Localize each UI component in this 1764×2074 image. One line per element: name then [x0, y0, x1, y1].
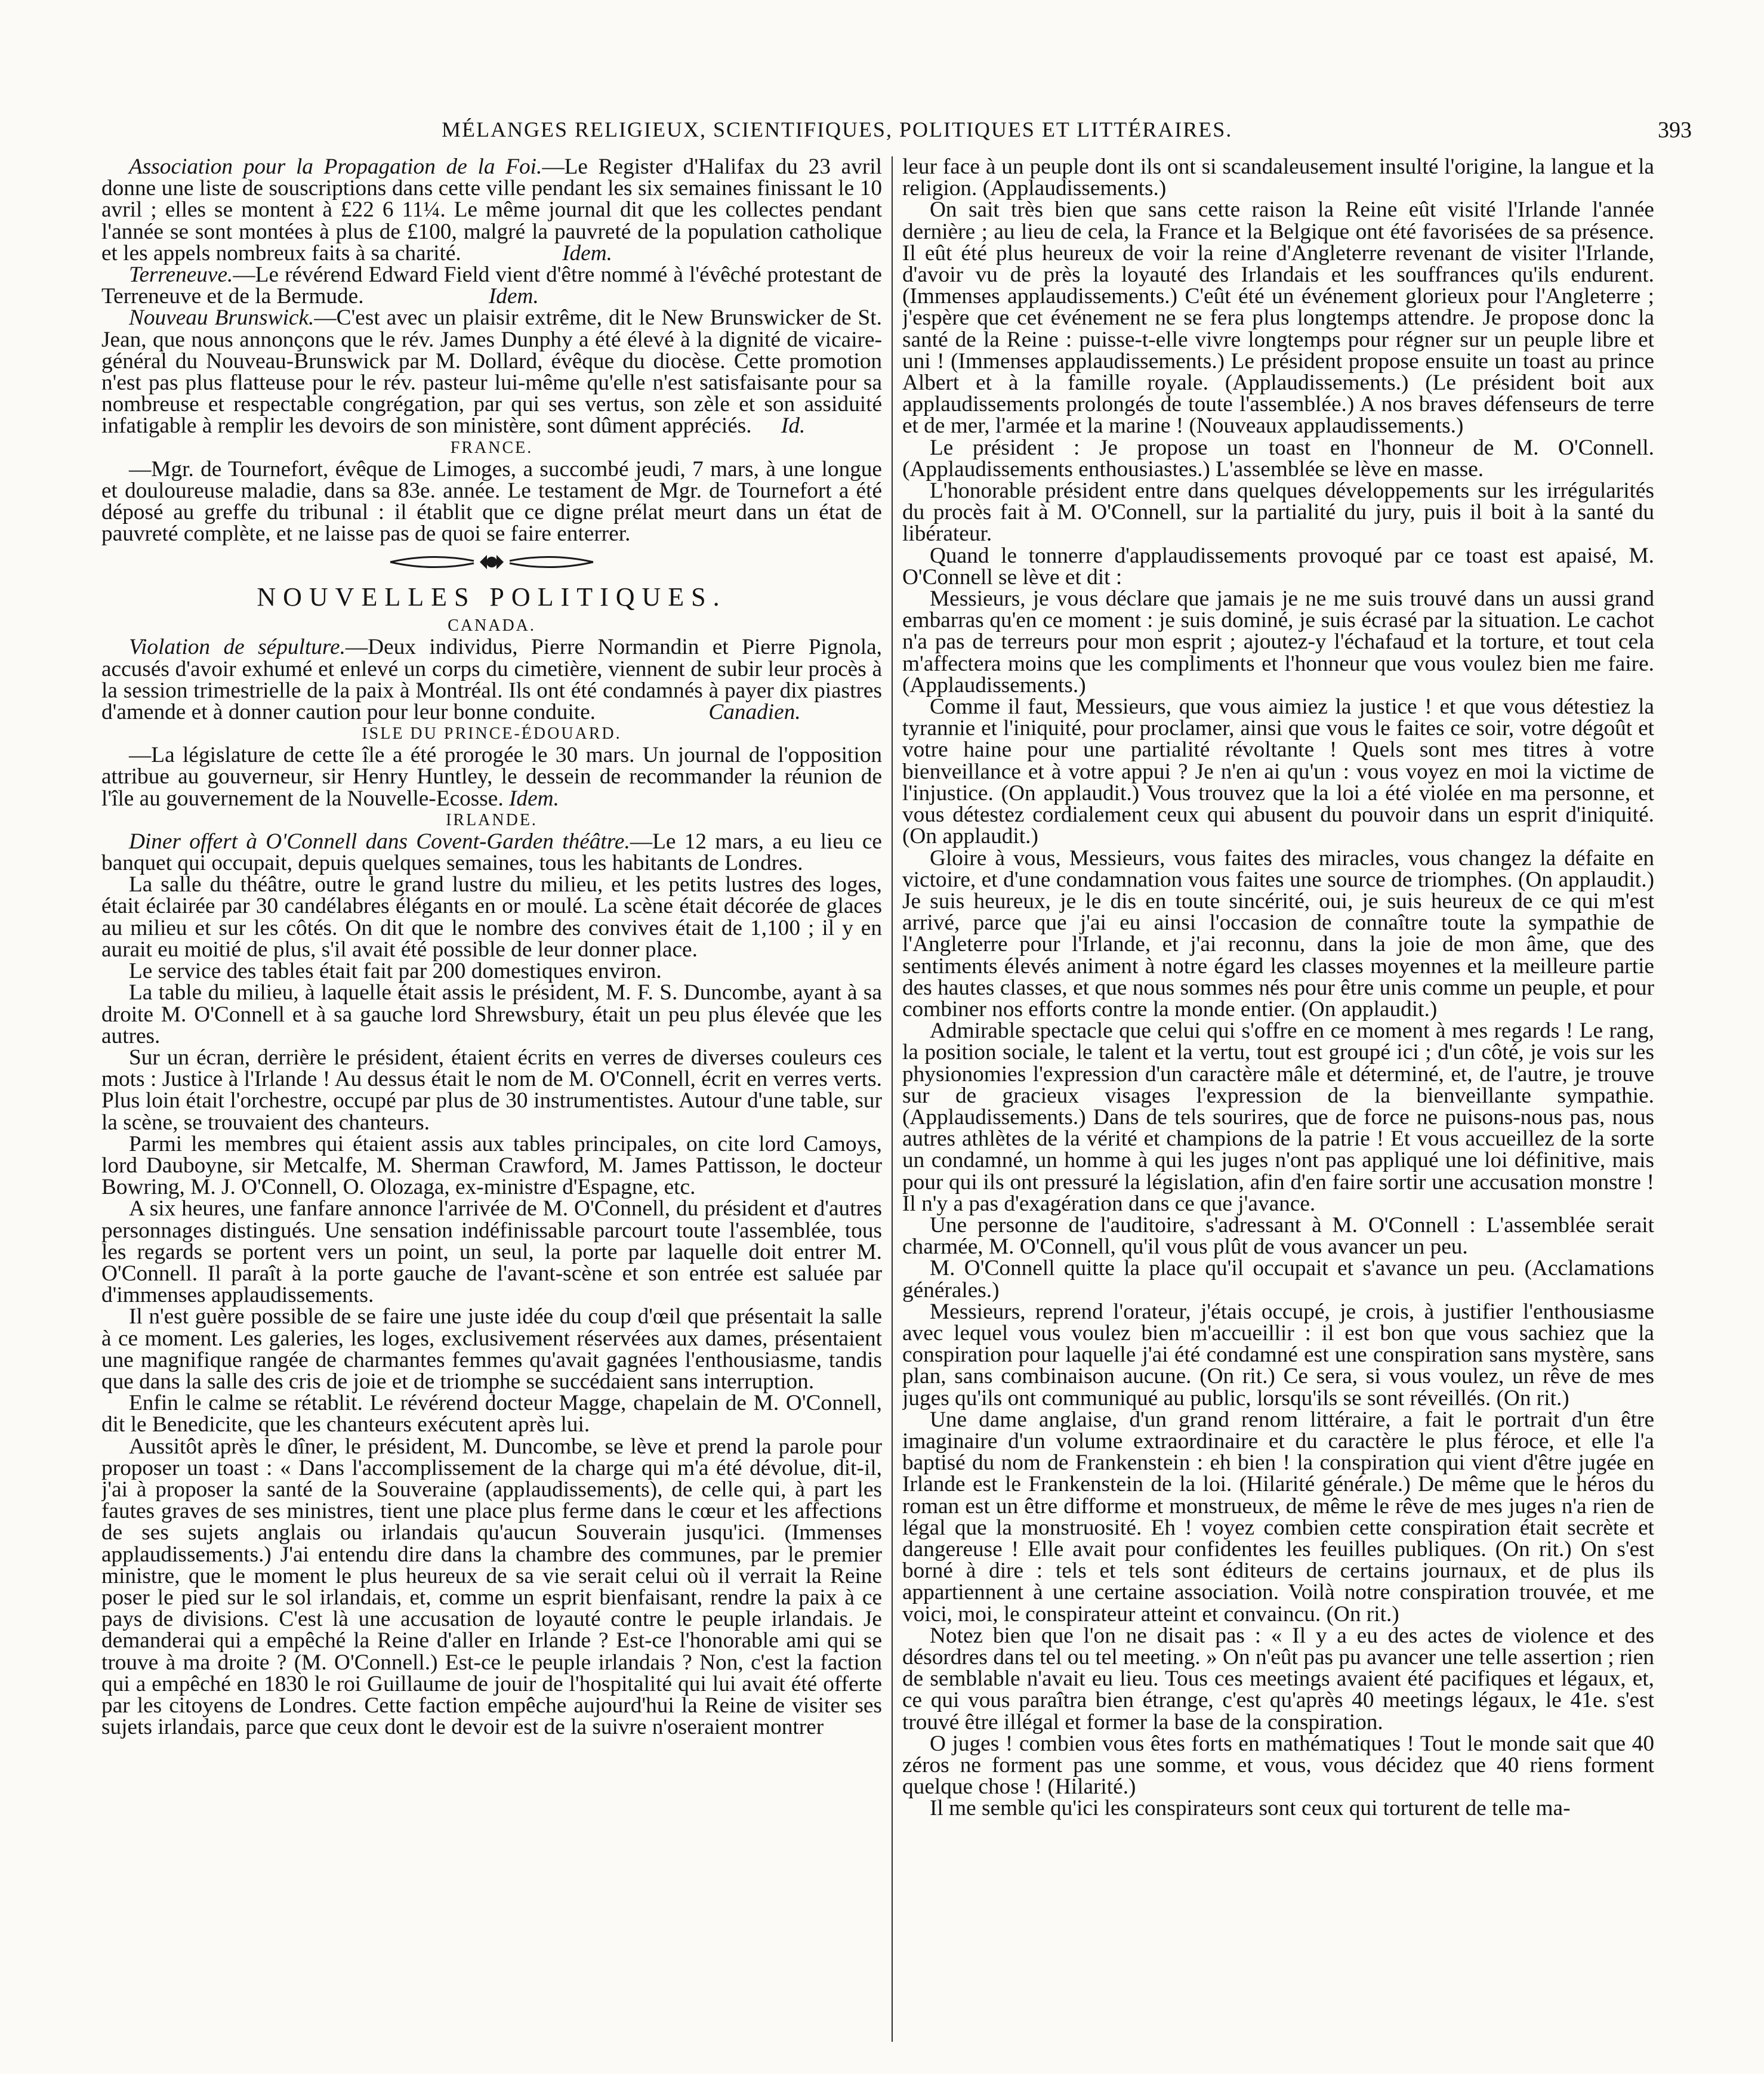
- paragraph: Messieurs, je vous déclare que jamais je ne me suis trouvé dans un aussi grand embarras qu'en ce moment : je suis dominé, je suis écrasé par la situation. Le cachot n'a pas de terreurs pour mon esprit ; ajoutez-y l'échafaud et la torture, et tout cela m'affectera moins que les compliments et l'honneur que vous voulez bien me faire. (Applaudissements.): [902, 587, 1654, 697]
- item-source: Id.: [781, 413, 806, 439]
- section-heading-france: FRANCE.: [450, 438, 533, 457]
- news-item-ipe: [101, 745, 882, 810]
- paragraph: Le président : Je propose un toast en l'honneur de M. O'Connell. (Applaudissements enthousiastes.) L'assemblée se lève en masse.: [902, 435, 1654, 482]
- section-heading-canada: CANADA.: [448, 616, 536, 635]
- item-title: Violation de sépulture.: [129, 635, 346, 660]
- page-number: 393: [1658, 118, 1692, 143]
- news-item-france: —Mgr. de Tournefort, évêque de Limoges, a succombé jeudi, 7 mars, à une longue et douloureuse maladie, dans sa 83e. année. Le testament de Mgr. de Tournefort a été déposé au greffe du tribunal : il établit que ce digne prélat meurt dans un état de pauvreté complète, et ne laisse pas de quoi se faire enterrer.: [101, 456, 882, 547]
- paragraph: Il n'est guère possible de se faire une juste idée du coup d'œil que présentait la salle à ce moment. Les galeries, les loges, exclusivement réservées aux dames, présentaient une magnifique rangée de charmantes femmes qu'avait gagnées l'enthousiasme, tandis que dans la salle des cris de joie et de triomphe se succédaient sans interruption.: [101, 1304, 882, 1394]
- news-item-violation: [101, 637, 882, 723]
- paragraph: La salle du théâtre, outre le grand lustre du milieu, et les petits lustres des loges, était éclairée par 30 candélabres élégants en or moulé. La scène était décorée de glaces au milieu et sur les côtés. On dit que le nombre des convives était de 1,100 ; il y en aurait eu moitié de plus, s'il avait été possible de leur donner place.: [101, 872, 882, 962]
- paragraph: M. O'Connell quitte la place qu'il occupait et s'avance un peu. (Acclamations générales.): [902, 1256, 1654, 1303]
- item-source: Idem.: [562, 240, 612, 266]
- section-heading-irlande: IRLANDE.: [446, 810, 538, 829]
- paragraph: Une personne de l'auditoire, s'adressant à M. O'Connell : L'assemblée serait charmée, M. O'Connell, qu'il vous plût de vous avancer un peu.: [902, 1212, 1654, 1260]
- item-text: —Le révérend Edward Field vient d'être nommé à l'évêché protestant de Terreneuve et de la Bermude.: [101, 263, 882, 309]
- item-title: Nouveau Brunswick.: [129, 305, 314, 331]
- item-text: —Le Register d'Halifax du 23 avril donne une liste de souscriptions dans cette ville pendant les six semaines finissant le 10 avril ; elles se montent à £22 6 11¼. Le même journal dit que les collectes pendant l'année se sont montées à plus de £100, malgré la pauvreté de la population catholique et les appels nombreux faits à sa charité.: [101, 156, 882, 266]
- left-column: [101, 156, 882, 2050]
- item-title: Diner offert à O'Connell dans Covent-Garden théâtre.: [129, 829, 630, 854]
- paragraph: Quand le tonnerre d'applaudissements provoqué par ce toast est apaisé, M. O'Connell se lève et dit :: [902, 543, 1654, 590]
- item-text: —La législature de cette île a été prorogée le 30 mars. Un journal de l'opposition attribue au gouverneur, sir Henry Huntley, le dessein de recommander la réunion de l'île au gouvernement de la Nouvelle-Ecosse.: [101, 743, 882, 811]
- paragraph: Sur un écran, derrière le président, étaient écrits en verres de diverses couleurs ces mots : Justice à l'Irlande ! Au dessus était le nom de M. O'Connell, écrit en verres verts. Plus loin était l'orchestre, occupé par plus de 30 instrumentistes. Autour d'une table, sur la scène, se trouvaient des chanteurs.: [101, 1045, 882, 1135]
- paragraph: Parmi les membres qui étaient assis aux tables principales, on cite lord Camoys, lord Dauboyne, sir Metcalfe, M. Sherman Crawford, M. James Pattisson, le docteur Bowring, M. J. O'Connell, O. Olozaga, ex-ministre d'Espagne, etc.: [101, 1131, 882, 1200]
- item-title: Terreneuve.: [129, 263, 233, 288]
- item-title: Association pour la Propagation de la Foi.: [129, 156, 542, 179]
- paragraph: Gloire à vous, Messieurs, vous faites des miracles, vous changez la défaite en victoire, et d'une condamnation vous faites une source de triomphes. (On applaudit.) Je suis heureux, je le dis en toute sincérité, oui, je suis heureux de ce qui m'est arrivé, parce que j'ai eu ainsi l'occasion de connaître toute la sympathie de l'Angleterre pour l'Irlande, et j'ai reconnu, dans la joie de mon âme, que des sentiments élevés animent à notre égard les classes moyennes et la meilleure partie des hautes classes, et que nous sommes nés pour être unis comme un peuple, et pour combiner nos efforts contre la monde entier. (On applaudit.): [902, 845, 1654, 1021]
- paragraph: Enfin le calme se rétablit. Le révérend docteur Magge, chapelain de M. O'Connell, dit le Benedicite, que les chanteurs exécutent après lui.: [101, 1391, 882, 1437]
- paragraph: Une dame anglaise, d'un grand renom littéraire, a fait le portrait d'un être imaginaire d'un volume extraordinaire et du caractère le plus féroce, et elle l'a baptisé du nom de Frankenstein : eh bien ! la conspiration qui vient d'être jugée en Irlande est le Frankenstein de la loi. (Hilarité générale.) De même que le héros du roman est un être difforme et monstrueux, de même le rêve de mes juges n'a rien de légal que la monstruosité. Eh ! voyez combien cette conspiration était secrète et dangereuse ! Elle avait pour confidentes les feuilles publiques. (On rit.) On s'est borné à dire : tels et tels sont éditeurs de certains journaux, et de plus ils appartiennent à une certaine association. Voilà notre conspiration trouvée, et me voici, moi, le conspirateur atteint et convaincu. (On rit.): [902, 1407, 1654, 1627]
- ornament-icon: [384, 550, 599, 574]
- paragraph: Messieurs, reprend l'orateur, j'étais occupé, je crois, à justifier l'enthousiasme avec lequel vous voulez bien m'accueillir : il est bon que vous sachiez que la conspiration pour laquelle j'ai été condamné est une conspiration sans mystère, sans plan, sans combinaison aucune. (On rit.) Ce sera, si vous voulez, un rêve de mes juges qu'ils ont communiqué au public, lorsqu'ils se sont réveillés. (On rit.): [902, 1299, 1654, 1411]
- paragraph: Il me semble qu'ici les conspirateurs sont ceux qui torturent de telle ma-: [930, 1796, 1571, 1821]
- right-column: [902, 156, 1654, 2050]
- item-text: —C'est avec un plaisir extrême, dit le New Brunswicker de St. Jean, que nous annonçons que le rév. James Dunphy a été élevé à la dignité de vicaire-général du Nouveau-Brunswick par M. Dollard, évêque du diocèse. Cette promotion n'est pas plus flatteuse pour le rév. pasteur lui-même qu'elle n'est satisfaisante pour sa nombreuse et respectable congrégation, par qui ses vertus, son zèle et son assiduité infatigable à remplir les devoirs de son ministère, sont dûment appréciés.: [101, 305, 882, 439]
- paragraph: Notez bien que l'on ne disait pas : « Il y a eu des actes de violence et des désordres dans tel ou tel meeting. » On n'eût pas pu avancer une telle assertion ; rien de semblable n'avait eu lieu. Tous ces meetings avaient été pacifiques et légaux, et, ce qui vous paraîtra bien étrange, c'est qu'après 40 meetings légaux, le 41e. s'est trouvé être illégal et former la base de la conspiration.: [902, 1623, 1654, 1734]
- item-source: Canadien.: [708, 700, 801, 725]
- paragraph: Comme il faut, Messieurs, que vous aimiez la justice ! et que vous détestiez la tyrannie et l'iniquité, pour proclamer, ainsi que vous le faites ce soir, votre dégoût et votre haine pour une partialité révoltante ! Quels sont mes titres à votre bienveillance et à votre appui ? Je n'en ai qu'un : vous voyez en moi la victime de l'injustice. (On applaudit.) Vous trouvez que la loi a été violée en ma personne, et vous détestez cordialement ceux qui abusent du pouvoir dans un esprit d'iniquité. (On applaudit.): [902, 695, 1654, 849]
- news-item-propagation-foi: [101, 156, 882, 264]
- news-item-diner-oconnell: [101, 831, 882, 874]
- item-source: Idem.: [509, 786, 559, 811]
- news-item-nouveau-brunswick: [101, 307, 882, 437]
- paragraph: La table du milieu, à laquelle était assis le président, M. F. S. Duncombe, ayant à sa droite M. O'Connell et à sa gauche lord Shrewsbury, était un peu plus élevée que les autres.: [101, 980, 882, 1048]
- ornament-divider: [101, 545, 882, 579]
- section-heading-ipe: ISLE DU PRINCE-ÉDOUARD.: [362, 724, 622, 743]
- news-item-terreneuve: [101, 264, 882, 307]
- section-title-nouvelles-politiques: NOUVELLES POLITIQUES.: [257, 582, 727, 612]
- item-text: —Deux individus, Pierre Normandin et Pierre Pignola, accusés d'avoir exhumé et enlevé un corps du cimetière, viennent de subir leur procès à la session trimestrielle de la paix à Montréal. Ils ont été condamnés à payer dix piastres d'amende et à donner caution pour leur bonne conduite.: [101, 635, 882, 725]
- paragraph: Aussitôt après le dîner, le président, M. Duncombe, se lève et prend la parole pour proposer un toast : « Dans l'accomplissement de la charge qui m'a été dévolue, dit-il, j'ai à proposer la santé de la Souveraine (applaudissements), de celle qui, à part les fautes graves de ses ministres, tient une place plus ferme dans le cœur et les affections de ses sujets anglais ou irlandais qu'aucun Souverain jusqu'ici. (Immenses applaudissements.) J'ai entendu dire dans la chambre des communes, par le premier ministre, que le moment le plus heureux de sa vie serait celui où il verrait la Reine poser le pied sur le sol irlandais, et, comme un esprit bienfaisant, rendre la paix à ce pays de divisions. C'est là une accusation de loyauté contre le peuple irlandais. Je demanderai qui a empêché la Reine d'aller en Irlande ? Est-ce l'honorable ami qui se trouve à ma droite ? (M. O'Connell.) Est-ce le peuple irlandais ? Non, c'est la faction qui a empêché en 1830 le roi Guillaume de jouir de l'hospitalité qui lui avait été offerte par les citoyens de Londres. Cette faction empêche aujourd'hui la Reine de visiter ses sujets irlandais, parce que ceux dont le devoir est de la suivre n'oseraient montrer: [101, 1434, 882, 1740]
- paragraph: O juges ! combien vous êtes forts en mathématiques ! Tout le monde sait que 40 zéros ne forment pas une somme, et vous, vous décidez que 40 riens forment quelque chose ! (Hilarité.): [902, 1731, 1654, 1800]
- column-rule: [892, 156, 893, 2042]
- paragraph: Le service des tables était fait par 200 domestiques environ.: [129, 959, 662, 984]
- item-text: —Le 12 mars, a eu lieu ce banquet qui occupait, depuis quelques semaines, tous les habitants de Londres.: [101, 829, 882, 876]
- paragraph: Admirable spectacle que celui qui s'offre en ce moment à mes regards ! Le rang, la position sociale, le talent et la vertu, tout est groupé ici ; d'un côté, je vois sur les physionomies l'expression d'un caractère mâle et déterminé, et, de l'autre, je trouve sur de gracieux visages l'expression de la bienveillante sympathie. (Applaudissements.) Dans de tels sourires, que de force ne puisons-nous pas, nous autres athlètes de la vérité et champions de la patrie ! Et vous accueillez de la sorte un condamné, un homme à qui les juges n'ont pas appliqué une loi définitive, mais pour qui ils ont pressuré la législation, afin d'en faire sortir une accusation monstre ! Il n'y a pas d'exagération dans ce que j'avance.: [902, 1019, 1654, 1216]
- running-head: MÉLANGES RELIGIEUX, SCIENTIFIQUES, POLITIQUES ET LITTÉRAIRES.: [442, 118, 1233, 141]
- item-source: Idem.: [488, 284, 539, 309]
- paragraph: L'honorable président entre dans quelques développements sur les irrégularités du procès fait à M. O'Connell, sur la partialité du jury, puis il boit à la santé du libérateur.: [902, 479, 1654, 547]
- paragraph: leur face à un peuple dont ils ont si scandaleusement insulté l'origine, la langue et la religion. (Applaudissements.): [902, 156, 1654, 201]
- paragraph: A six heures, une fanfare annonce l'arrivée de M. O'Connell, du président et d'autres personnages distingués. Une sensation indéfinissable parcourt toute l'assemblée, tous les regards se portent vers un point, un seul, la porte par laquelle doit entrer M. O'Connell. Il paraît à la porte gauche de l'avant-scène et son entrée est saluée par d'immenses applaudissements.: [101, 1196, 882, 1308]
- paragraph: On sait très bien que sans cette raison la Reine eût visité l'Irlande l'année dernière ; au lieu de cela, la France et la Belgique ont été favorisées de sa présence. Il eût été plus heureux de voir la reine d'Angleterre revenant de visiter l'Irlande, d'avoir vu de près la loyauté des Irlandais et les souffrances qu'ils endurent. (Immenses applaudissements.) C'eût été un événement glorieux pour l'Angleterre ; j'espère que cet événement ne se fera plus longtemps attendre. Je propose donc la santé de la Reine : puisse-t-elle vivre longtemps pour régner sur un peuple libre et uni ! (Immenses applaudissements.) Le président propose ensuite un toast au prince Albert et à la famille royale. (Applaudissements.) (Le président boit aux applaudissements prolongés de toute l'assemblée.) A nos braves défenseurs de terre et de mer, l'armée et la marine ! (Nouveaux applaudissements.): [902, 197, 1654, 439]
